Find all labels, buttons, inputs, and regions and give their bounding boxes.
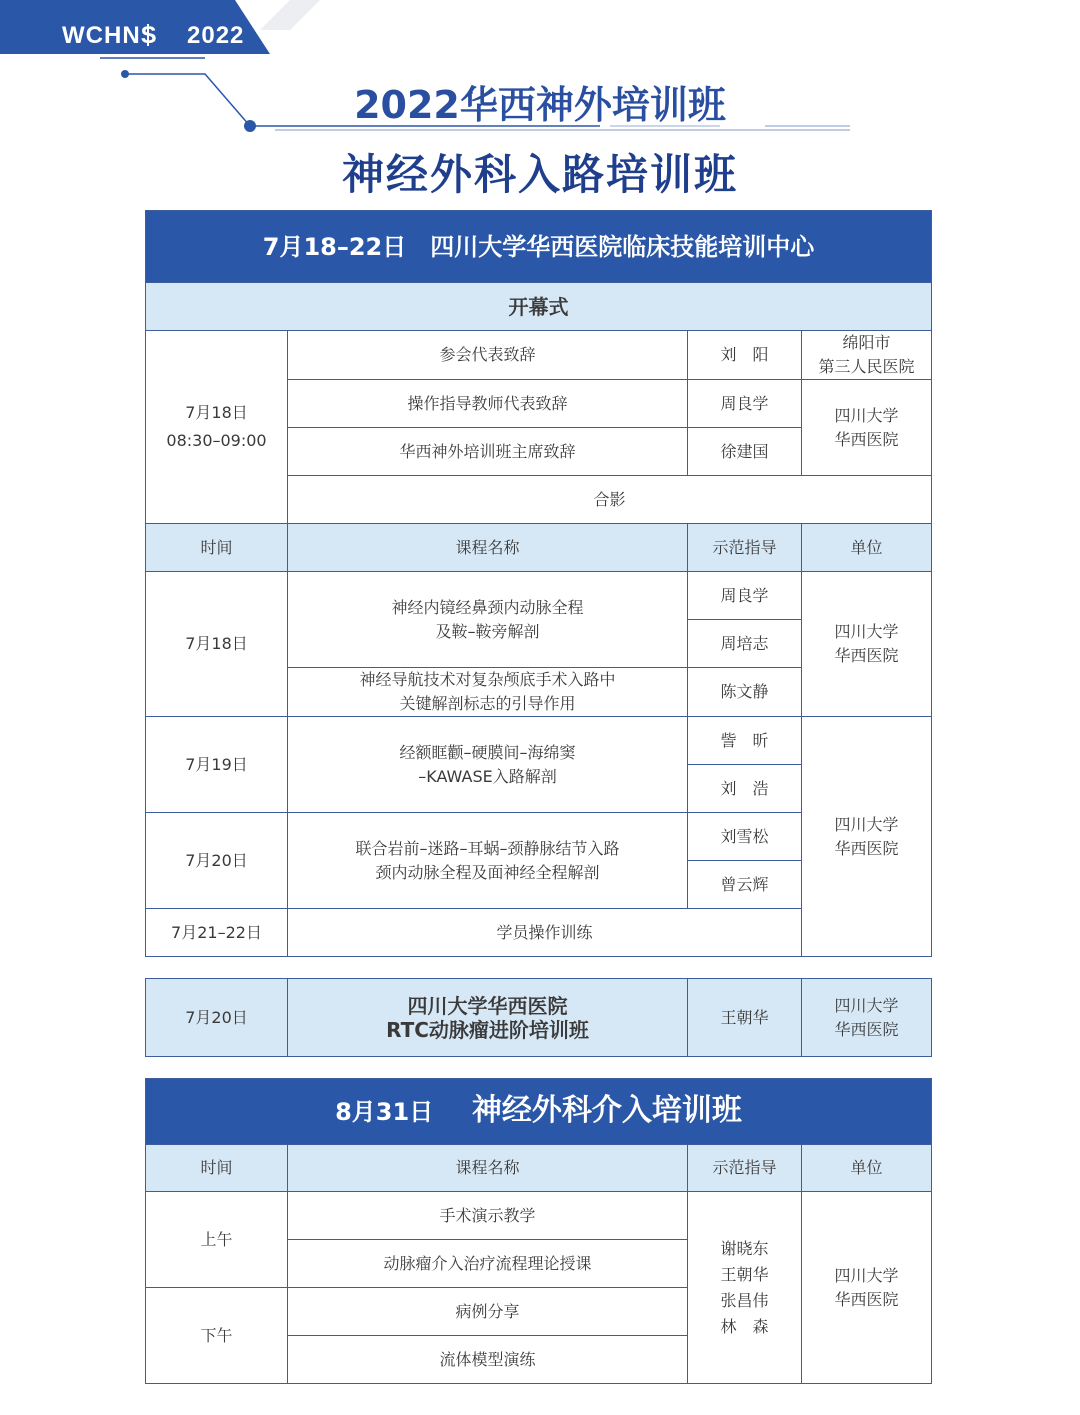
date-0719: 7月19日 [146, 717, 288, 813]
schedule-table-july [145, 210, 932, 957]
session-pm: 下午 [146, 1288, 288, 1384]
course-0718a [288, 572, 688, 668]
unit-0719-0722 [802, 717, 932, 957]
course-0719 [288, 717, 688, 813]
course-pm: 病例分享 [288, 1288, 688, 1336]
rtc-instructor: 王朝华 [688, 979, 802, 1057]
instructor: 张昌伟 [720, 1290, 769, 1310]
opening-unit-mianyang [802, 331, 932, 380]
rtc-date: 7月20日 [146, 979, 288, 1057]
course-pm: 流体模型演练 [288, 1336, 688, 1384]
course-line: 神经内镜经鼻颈内动脉全程 [391, 597, 584, 617]
course-line: 颈内动脉全程及面神经全程解剖 [375, 862, 600, 882]
date-0720: 7月20日 [146, 813, 288, 909]
session-am: 上午 [146, 1192, 288, 1288]
col-time: 时间 [146, 524, 288, 572]
block1-header: 7月18–22日 四川大学华西医院临床技能培训中心 [146, 211, 932, 283]
opening-speaker: 徐建国 [688, 428, 802, 476]
unit-line: 华西医院 [834, 1289, 899, 1309]
unit-0718 [802, 572, 932, 717]
opening-date: 7月18日 [185, 403, 248, 422]
page-subtitle: 神经外科入路培训班 [341, 150, 738, 199]
instructor: 周培志 [688, 620, 802, 668]
course-line: –KAWASE入路解剖 [418, 766, 557, 786]
instructor: 刘雪松 [688, 813, 802, 861]
course-line: 神经导航技术对复杂颅底手术入路中 [359, 670, 616, 689]
opening-course: 参会代表致辞 [288, 331, 688, 380]
unit-line: 绵阳市 [842, 333, 891, 352]
schedule-table-august [145, 1078, 932, 1384]
rtc-unit [802, 979, 932, 1057]
course-am: 动脉瘤介入治疗流程理论授课 [288, 1240, 688, 1288]
course-line: 联合岩前–迷路–耳蜗–颈静脉结节入路 [355, 838, 620, 858]
course-am: 手术演示教学 [288, 1192, 688, 1240]
group-photo: 合影 [288, 476, 932, 524]
col-course: 课程名称 [288, 524, 688, 572]
opening-time-cell [146, 331, 288, 524]
block3-date: 8月31日 [335, 1098, 434, 1126]
rtc-title [288, 979, 688, 1057]
instructor: 林 森 [720, 1316, 769, 1336]
date-0718: 7月18日 [146, 572, 288, 717]
opening-ceremony-label: 开幕式 [146, 283, 932, 331]
unit-line: 华西医院 [834, 646, 899, 665]
rtc-title-line: 四川大学华西医院 [407, 993, 568, 1018]
course-0718b [288, 668, 688, 717]
rtc-course-table [145, 978, 932, 1057]
col-time: 时间 [146, 1145, 288, 1192]
instructors-august [688, 1192, 802, 1384]
unit-line: 四川大学 [834, 622, 899, 641]
unit-line: 四川大学 [834, 405, 899, 425]
course-line: 及鞍–鞍旁解剖 [435, 621, 540, 641]
block3-title: 神经外科介入培训班 [471, 1093, 742, 1128]
instructor: 谢晓东 [720, 1238, 769, 1258]
instructor: 訾 昕 [688, 717, 802, 765]
brand-badge [62, 22, 244, 50]
col-course: 课程名称 [288, 1145, 688, 1192]
col-unit: 单位 [802, 1145, 932, 1192]
instructor: 刘 浩 [688, 765, 802, 813]
course-0721-0722: 学员操作训练 [288, 909, 802, 957]
unit-line: 四川大学 [834, 995, 899, 1015]
instructor: 陈文静 [688, 668, 802, 717]
brand-year: 2022 [187, 22, 245, 49]
opening-speaker: 刘 阳 [688, 331, 802, 380]
opening-speaker: 周良学 [688, 380, 802, 428]
block3-header [146, 1079, 932, 1145]
col-instructor: 示范指导 [688, 1145, 802, 1192]
opening-time: 08:30–09:00 [166, 431, 267, 450]
unit-line: 华西医院 [834, 838, 899, 858]
instructor: 王朝华 [720, 1264, 769, 1284]
unit-line: 四川大学 [834, 814, 899, 834]
brand-name: WCHNS [62, 22, 158, 49]
unit-august [802, 1192, 932, 1384]
date-0721-0722: 7月21–22日 [146, 909, 288, 957]
course-line: 关键解剖标志的引导作用 [399, 694, 576, 713]
opening-course: 华西神外培训班主席致辞 [288, 428, 688, 476]
course-line: 经额眶颧–硬膜间–海绵窦 [399, 742, 576, 762]
instructor: 曾云辉 [688, 861, 802, 909]
unit-line: 华西医院 [834, 1019, 899, 1039]
col-instructor: 示范指导 [688, 524, 802, 572]
opening-unit-huaxi [802, 380, 932, 476]
page-title: 2022华西神外培训班 [354, 83, 726, 127]
unit-line: 四川大学 [834, 1265, 899, 1285]
course-0720 [288, 813, 688, 909]
col-unit: 单位 [802, 524, 932, 572]
instructor: 周良学 [688, 572, 802, 620]
opening-course: 操作指导教师代表致辞 [288, 380, 688, 428]
rtc-title-line: RTC动脉瘤进阶培训班 [386, 1017, 589, 1042]
unit-line: 华西医院 [834, 429, 899, 449]
unit-line: 第三人民医院 [818, 357, 915, 376]
